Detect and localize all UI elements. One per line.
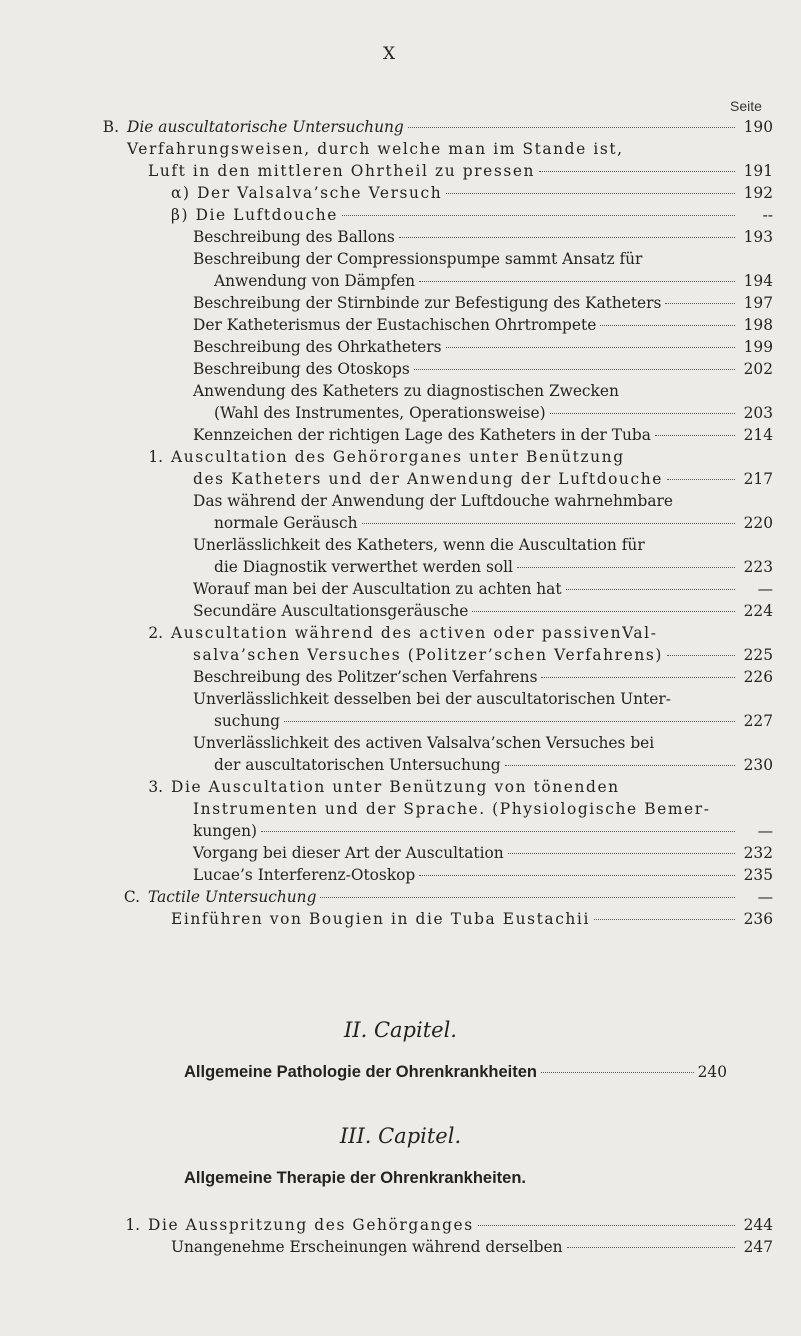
toc-leader-dots [517, 567, 735, 568]
toc-entry-page: 190 [743, 118, 773, 136]
toc-entry-title: Secundäre Auscultationsgeräusche [193, 602, 469, 620]
toc-entry-title: Anwendung des Katheters zu diagnostischen Zwecken [193, 382, 619, 400]
toc-entry [0, 622, 801, 644]
toc-leader-dots [414, 369, 735, 370]
toc-entry [0, 534, 801, 556]
chapter-3-title: III. Capitel. [339, 1124, 462, 1148]
toc-entry [0, 600, 801, 622]
toc-entry-title: Anwendung von Dämpfen [214, 272, 416, 290]
toc-entry-page: — [757, 822, 773, 840]
toc-leader-dots [600, 325, 735, 326]
toc-leader-dots [594, 919, 735, 920]
toc-entry [0, 160, 801, 182]
toc-entry [0, 314, 801, 336]
toc-entry-title: Beschreibung des Otoskops [193, 360, 410, 378]
toc-entry [0, 138, 801, 160]
toc-entry [0, 204, 801, 226]
toc-entry-number: 1. [125, 1216, 140, 1234]
toc-entry-number: C. [123, 888, 140, 906]
page-number: X [383, 44, 397, 64]
chapter-3-section-entry [0, 1169, 801, 1188]
toc-leader-dots [541, 677, 735, 678]
toc-entry-page: 203 [743, 404, 773, 422]
toc-leader-dots [508, 853, 735, 854]
chapter-3-block [0, 1124, 801, 1148]
toc-entry-title: Beschreibung des Politzer’schen Verfahrens [193, 668, 538, 686]
toc-entry-title: Worauf man bei der Auscultation zu achten hat [193, 580, 562, 598]
chapter-2-page: 240 [697, 1063, 727, 1081]
toc-entry [0, 270, 801, 292]
toc-leader-dots [284, 721, 735, 722]
toc-entry-page: 202 [743, 360, 773, 378]
toc-entry-title: Beschreibung des Ballons [193, 228, 395, 246]
toc-leader-dots [472, 611, 735, 612]
toc-entry-page: -- [762, 206, 773, 224]
toc-leader-dots [655, 435, 735, 436]
toc-entry-title: Unerlässlichkeit des Katheters, wenn die Auscultation für [193, 536, 645, 554]
toc-entry [0, 666, 801, 688]
toc-entry-page: 224 [743, 602, 773, 620]
toc-entry-page: 199 [743, 338, 773, 356]
toc-entry [0, 578, 801, 600]
toc-entry [0, 820, 801, 842]
toc-entry [0, 182, 801, 204]
toc-entry-page: 220 [743, 514, 773, 532]
toc-entry-page: 217 [743, 470, 773, 488]
toc-entry-title: Auscultation des Gehörorganes unter Benützung [171, 448, 625, 466]
toc-entry-page: 227 [743, 712, 773, 730]
toc-entry-title: Das während der Anwendung der Luftdouche wahrnehmbare [193, 492, 673, 510]
toc-entry-title: Tactile Untersuchung [148, 888, 317, 906]
toc-entry [0, 380, 801, 402]
toc-leader-dots [567, 1247, 735, 1248]
toc-entry-title: (Wahl des Instrumentes, Operationsweise) [214, 404, 546, 422]
toc-entry-page: 235 [743, 866, 773, 884]
toc-entry-page: 191 [743, 162, 773, 180]
toc-entry [0, 710, 801, 732]
toc-entry-page: 214 [743, 426, 773, 444]
toc-entry [0, 512, 801, 534]
toc-entry-page: 197 [743, 294, 773, 312]
toc-entry [0, 336, 801, 358]
toc-entry [0, 798, 801, 820]
toc-entry [0, 644, 801, 666]
toc-entry-number: 1. [148, 448, 163, 466]
toc-entry-title: suchung [214, 712, 281, 730]
toc-entry-title: Verfahrungsweisen, durch welche man im Stande ist, [127, 140, 624, 158]
toc-entry-page: 230 [743, 756, 773, 774]
toc-entry [0, 226, 801, 248]
toc-entry-title: Lucae’s Interferenz-Otoskop [193, 866, 416, 884]
toc-entry-title: Unverlässlichkeit desselben bei der auscultatorischen Unter- [193, 690, 671, 708]
toc-entry-title: Vorgang bei dieser Art der Auscultation [193, 844, 504, 862]
toc-entry [0, 556, 801, 578]
toc-entry [0, 842, 801, 864]
toc-entry-page: 236 [743, 910, 773, 928]
toc-entry-title: Die Auscultation unter Benützung von tönenden [171, 778, 620, 796]
toc-entry-page: 244 [743, 1216, 773, 1234]
toc-leader-dots [399, 237, 735, 238]
toc-leader-dots [667, 655, 735, 656]
toc-leader-dots [550, 413, 735, 414]
toc-leader-dots [419, 281, 735, 282]
toc-entry [0, 292, 801, 314]
toc-entry [0, 490, 801, 512]
toc-entry-title: Luft in den mittleren Ohrtheil zu pressen [148, 162, 536, 180]
toc-entry-title: der auscultatorischen Untersuchung [214, 756, 501, 774]
toc-leader-dots [478, 1225, 735, 1226]
toc-entry-title: salva’schen Versuches (Politzer’schen Verfahrens) [193, 646, 663, 664]
chapter-2-title: II. Capitel. [344, 1018, 457, 1042]
chapter-2-leader [541, 1072, 694, 1073]
toc-entry-title: Kennzeichen der richtigen Lage des Katheters in der Tuba [193, 426, 651, 444]
toc-entry-page: 247 [743, 1238, 773, 1256]
toc-entry-page: 226 [743, 668, 773, 686]
toc-leader-dots [320, 897, 735, 898]
toc-entry [0, 248, 801, 270]
toc-entry-page: — [757, 888, 773, 906]
toc-entry-title: Einführen von Bougien in die Tuba Eustachii [171, 910, 590, 928]
toc-leader-dots [261, 831, 735, 832]
chapter-2-block [0, 1018, 801, 1042]
toc-entry [0, 776, 801, 798]
toc-entry [0, 886, 801, 908]
toc-entry [0, 908, 801, 930]
toc-entry-page: 194 [743, 272, 773, 290]
toc-entry-page: 223 [743, 558, 773, 576]
toc-leader-dots [566, 589, 735, 590]
toc-entry [0, 864, 801, 886]
toc-entry [0, 424, 801, 446]
toc-entry-number: 2. [148, 624, 163, 642]
toc-entry [0, 358, 801, 380]
toc-main-list [0, 116, 801, 930]
toc-entry-page: 192 [743, 184, 773, 202]
toc-leader-dots [446, 347, 735, 348]
chapter-3-section-title: Allgemeine Therapie der Ohrenkrankheiten. [184, 1169, 527, 1187]
toc-leader-dots [362, 523, 735, 524]
toc-entry-title: α) Der Valsalva’sche Versuch [171, 184, 443, 202]
toc-leader-dots [419, 875, 735, 876]
toc-entry-title: normale Geräusch [214, 514, 358, 532]
toc-entry-title: Instrumenten und der Sprache. (Physiologische Bemer- [193, 800, 711, 818]
toc-entry-title: Die auscultatorische Untersuchung [127, 118, 404, 136]
toc-entry-page: 225 [743, 646, 773, 664]
toc-entry [0, 116, 801, 138]
chapter-2-section-entry [0, 1063, 801, 1082]
column-header-seite: Seite [730, 98, 762, 114]
toc-entry-title: kungen) [193, 822, 258, 840]
toc-entry-title: die Diagnostik verwerthet werden soll [214, 558, 513, 576]
toc-entry-page: — [757, 580, 773, 598]
toc-leader-dots [446, 193, 735, 194]
toc-entry [0, 1236, 801, 1258]
toc-entry [0, 446, 801, 468]
toc-entry-title: Beschreibung des Ohrkatheters [193, 338, 442, 356]
toc-leader-dots [667, 479, 735, 480]
toc-leader-dots [505, 765, 735, 766]
toc-end-list [0, 1214, 801, 1258]
toc-entry-page: 198 [743, 316, 773, 334]
toc-entry-title: Beschreibung der Stirnbinde zur Befestigung des Katheters [193, 294, 662, 312]
toc-entry-title: β) Die Luftdouche [171, 206, 338, 224]
toc-entry-number: 3. [148, 778, 163, 796]
toc-entry [0, 402, 801, 424]
toc-entry-title: des Katheters und der Anwendung der Luftdouche [193, 470, 663, 488]
toc-leader-dots [665, 303, 735, 304]
toc-entry-number: B. [102, 118, 119, 136]
toc-entry-title: Unverlässlichkeit des activen Valsalva’schen Versuches bei [193, 734, 655, 752]
toc-leader-dots [539, 171, 735, 172]
toc-entry [0, 468, 801, 490]
toc-entry [0, 688, 801, 710]
toc-entry-title: Der Katheterismus der Eustachischen Ohrtrompete [193, 316, 597, 334]
toc-entry [0, 732, 801, 754]
toc-entry-title: Unangenehme Erscheinungen während derselben [171, 1238, 563, 1256]
toc-entry-title: Beschreibung der Compressionspumpe sammt Ansatz für [193, 250, 643, 268]
toc-entry-page: 232 [743, 844, 773, 862]
toc-entry [0, 754, 801, 776]
chapter-2-section-title: Allgemeine Pathologie der Ohrenkrankheiten [184, 1063, 538, 1081]
toc-entry [0, 1214, 801, 1236]
toc-entry-title: Auscultation während des activen oder passivenVal- [171, 624, 658, 642]
toc-entry-title: Die Ausspritzung des Gehörganges [148, 1216, 474, 1234]
toc-entry-page: 193 [743, 228, 773, 246]
toc-leader-dots [342, 215, 735, 216]
toc-leader-dots [408, 127, 735, 128]
